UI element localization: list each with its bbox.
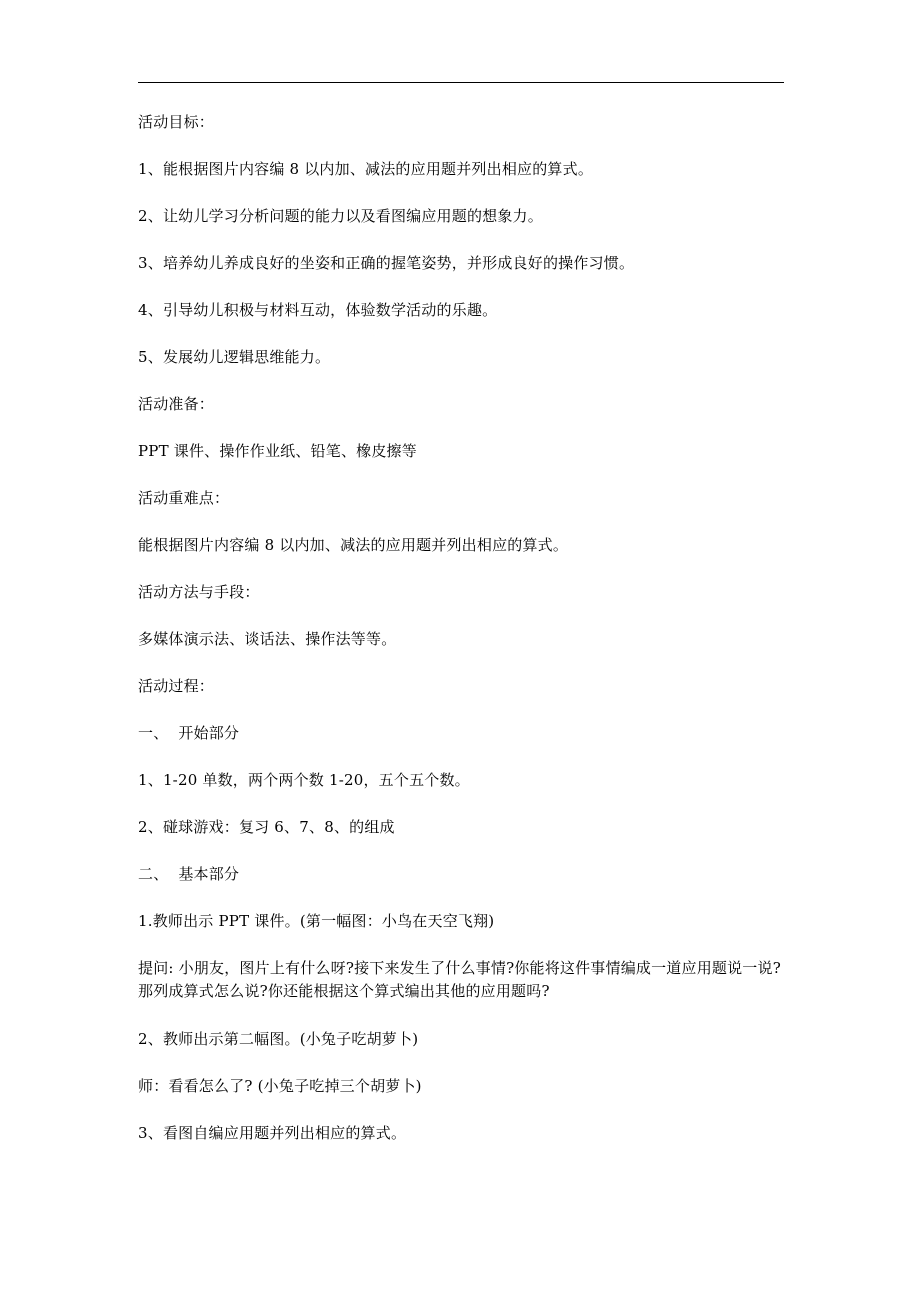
- opening-item-2: 2、碰球游戏：复习 6、7、8、的组成: [138, 818, 395, 836]
- section-basic: 二、 基本部分: [138, 865, 240, 883]
- header-rule: [138, 82, 784, 83]
- opening-item-1: 1、1-20 单数，两个两个数 1-20，五个五个数。: [138, 771, 470, 789]
- goal-item-3: 3、培养幼儿养成良好的坐姿和正确的握笔姿势，并形成良好的操作习惯。: [138, 254, 635, 272]
- heading-activity-goals: 活动目标：: [138, 113, 215, 131]
- basic-question: 提问: 小朋友，图片上有什么呀?接下来发生了什么事情?你能将这件事情编成一道应用题说一说?那列成算式怎么说?你还能根据这个算式编出其他的应用题吗?: [138, 959, 781, 1000]
- goal-item-4: 4、引导幼儿积极与材料互动，体验数学活动的乐趣。: [138, 301, 498, 319]
- basic-item-1: 1.教师出示 PPT 课件。(第一幅图：小鸟在天空飞翔): [138, 912, 495, 930]
- methods-text: 多媒体演示法、谈话法、操作法等等。: [138, 630, 397, 648]
- goal-item-5: 5、发展幼儿逻辑思维能力。: [138, 348, 331, 366]
- document-body: [138, 111, 788, 1169]
- key-difficulties-text: 能根据图片内容编 8 以内加、减法的应用题并列出相应的算式。: [138, 536, 569, 554]
- heading-key-difficulties: 活动重难点：: [138, 489, 230, 507]
- basic-item-3: 3、看图自编应用题并列出相应的算式。: [138, 1124, 407, 1142]
- heading-activity-preparation: 活动准备：: [138, 395, 215, 413]
- section-opening: 一、 开始部分: [138, 724, 240, 742]
- goal-item-2: 2、让幼儿学习分析问题的能力以及看图编应用题的想象力。: [138, 207, 543, 225]
- heading-methods: 活动方法与手段：: [138, 583, 260, 601]
- goal-item-1: 1、能根据图片内容编 8 以内加、减法的应用题并列出相应的算式。: [138, 160, 594, 178]
- basic-item-2: 2、教师出示第二幅图。(小兔子吃胡萝卜): [138, 1030, 419, 1048]
- heading-activity-process: 活动过程：: [138, 677, 215, 695]
- teacher-remark: 师：看看怎么了? (小兔子吃掉三个胡萝卜): [138, 1077, 422, 1095]
- preparation-text: PPT 课件、操作作业纸、铅笔、橡皮擦等: [138, 442, 417, 460]
